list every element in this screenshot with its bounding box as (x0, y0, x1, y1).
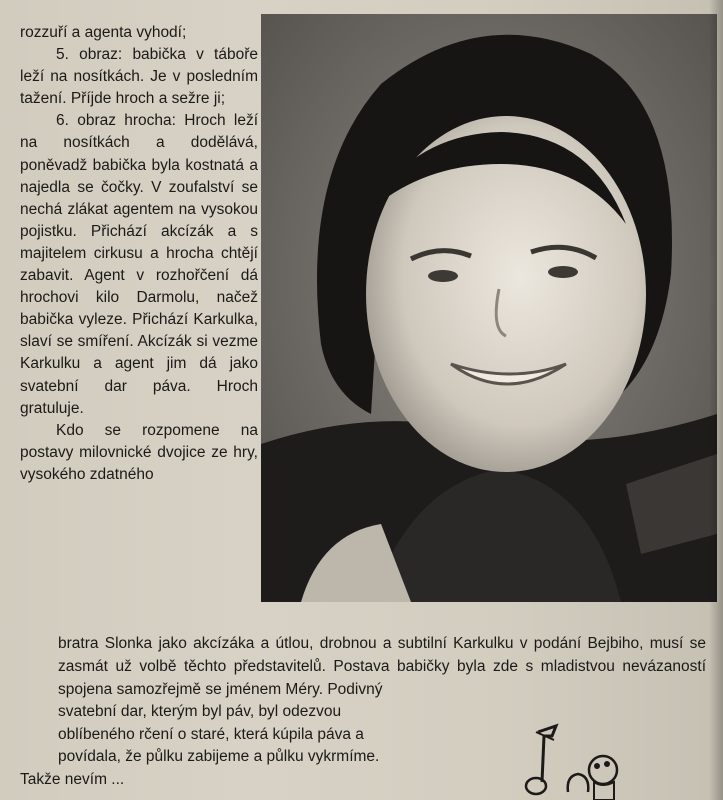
page-edge-shadow (709, 0, 723, 800)
closing-line-2: oblíbeného rčení o staré, která kúpila páva a (58, 725, 364, 743)
closing-line-1: svatební dar, kterým byl páv, byl odezvou (58, 703, 342, 720)
bottom-paragraph: bratra Slonka jako akcízáka a útlou, drobnou a subtilní Karkulku v podání Bejbiho, musí se zasmát už volbě těchto představitelů. Postava babičky byla zde s mladistvou nevázaností spojena samozřejmě se jménem Méry. Podivný (58, 635, 706, 698)
paragraph-2: 5. obraz: babička v táboře leží na nosítkách. Je v posledním tažení. Příjde hroch a sežre ji; (20, 46, 258, 108)
paragraph-1: rozzuří a agenta vyhodí; (20, 24, 187, 41)
music-note-drawing-icon (508, 722, 658, 800)
closing-line-4: Takže nevím ... (20, 770, 125, 788)
closing-lines (20, 701, 494, 791)
paragraph-4: Kdo se rozpomene na postavy milovnické dvojice ze hry, vysokého zdatného (20, 421, 258, 483)
closing-line-3: povídala, že půlku zabijeme a půlku vykrmíme. (58, 748, 380, 765)
text-column (20, 22, 258, 486)
portrait-photo (261, 14, 717, 602)
paragraph-3: 6. obraz hrocha: Hroch leží na nosítkách a dodělává, poněvadž babička byla kostnatá a najedla se čočky. V zoufalství se nechá zlákat agentem na vysokou pojistku. Přichází akcízák a s majitelem cirkusu a hrocha chtějí zabavit. Agent v rozhořčení dá hrochovi kilo Darmolu, načež babička vyleze. Přichází Karkulka, slaví se smíření. Akcízák si vezme Karkulku a agent jim dá jako svatební dar páva. Hroch gratuluje. (20, 112, 258, 417)
